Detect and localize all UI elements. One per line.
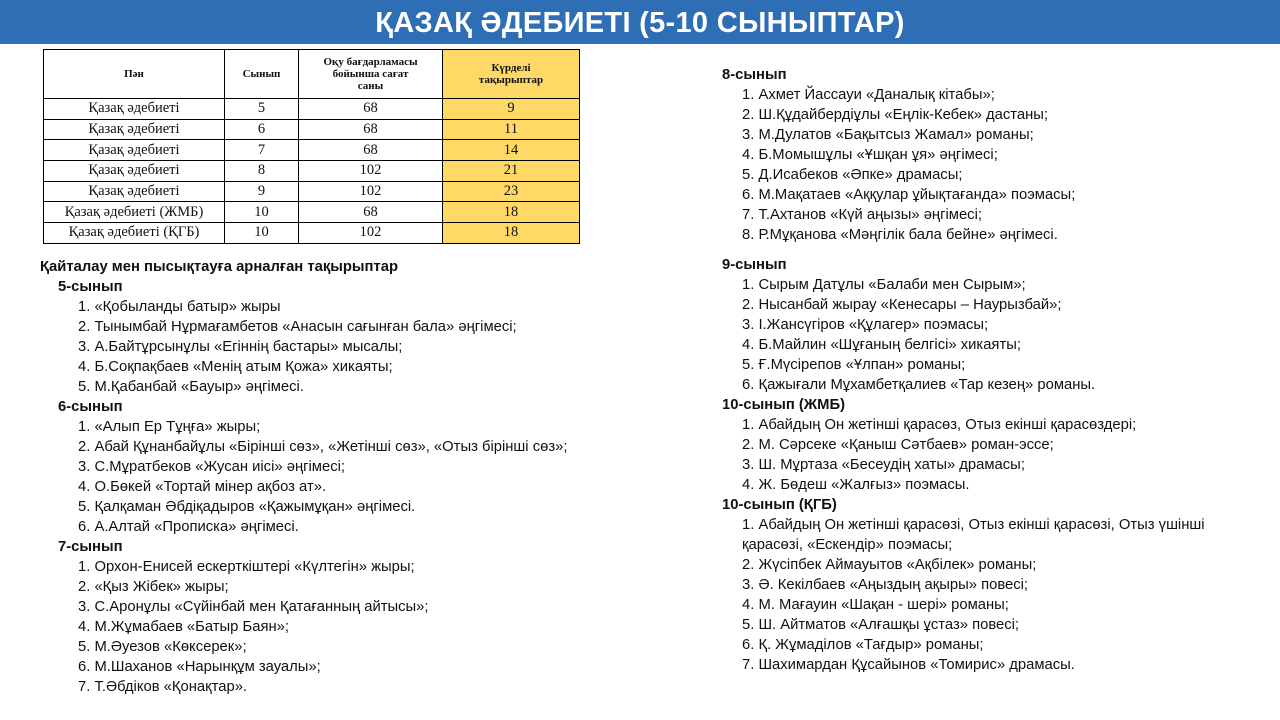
header-subject: Пән [44,50,225,99]
cell-subject: Қазақ әдебиеті [44,140,225,161]
grade-title: 10-сынып (ҚГБ) [722,497,837,513]
cell-grade: 10 [225,223,299,244]
header-complex-text: Күрделі тақырыптар [478,62,544,86]
cell-complex-topics: 21 [443,161,580,182]
cell-hours: 68 [299,119,443,140]
cell-subject: Қазақ әдебиеті (ҚГБ) [44,223,225,244]
cell-subject: Қазақ әдебиеті [44,161,225,182]
list-item: 1. Абайдың Он жетінші қарасөзі, Отыз екінші қарасөзі, Отыз үшінші қарасөзі, «Ескендір» поэмасы; [742,517,1205,553]
list-item: 7. Т.Әбдіков «Қонақтар». [78,679,248,695]
list-item: 8. Р.Мұқанова «Мәңгілік бала бейне» әңгімесі. [742,227,1058,243]
list-item: 2. М. Сәрсеке «Қаныш Сәтбаев» роман-эссе; [742,437,1054,453]
list-item: 4. Б.Майлин «Шұғаның белгісі» хикаяты; [742,337,1021,353]
topic-list [40,297,600,397]
review-section-right [722,65,1242,675]
list-item: 5. М.Қабанбай «Бауыр» әңгімесі. [78,379,304,395]
grade-title: 10-сынып (ЖМБ) [722,397,846,413]
list-item: 4. М.Жұмабаев «Батыр Баян»; [78,619,289,635]
table-row [44,119,580,140]
list-item: 4. Б.Соқпақбаев «Менің атым Қожа» хикаяты; [78,359,393,375]
cell-subject: Қазақ әдебиеті (ЖМБ) [44,202,225,223]
cell-grade: 5 [225,99,299,120]
grade-title: 9-сынып [722,257,787,273]
topic-list [722,415,1242,495]
cell-grade: 10 [225,202,299,223]
table-row [44,202,580,223]
list-item: 3. І.Жансүгіров «Құлагер» поэмасы; [742,317,989,333]
list-item: 1. «Қобыланды батыр» жыры [78,299,281,315]
list-item: 6. Қажығали Мұхамбетқалиев «Тар кезең» романы. [742,377,1096,393]
cell-hours: 102 [299,223,443,244]
table-row [44,223,580,244]
cell-hours: 102 [299,181,443,202]
topic-list [722,515,1242,675]
list-item: 3. Ш. Мұртаза «Бесеудің хаты» драмасы; [742,457,1025,473]
list-item: 2. Тынымбай Нұрмағамбетов «Анасын сағынған бала» әңгімесі; [78,319,517,335]
list-item: 7. Т.Ахтанов «Күй аңызы» әңгімесі; [742,207,982,223]
table-row [44,99,580,120]
list-item: 1. Абайдың Он жетінші қарасөз, Отыз екінші қарасөздері; [742,417,1137,433]
cell-complex-topics: 9 [443,99,580,120]
list-item: 2. «Қыз Жібек» жыры; [78,579,229,595]
cell-complex-topics: 11 [443,119,580,140]
grades-left [40,277,600,697]
list-item: 2. Ш.Құдайбердіұлы «Еңлік-Кебек» дастаны; [742,107,1049,123]
list-item: 3. Ә. Кекілбаев «Аңыздың ақыры» повесі; [742,577,1029,593]
cell-hours: 68 [299,202,443,223]
list-item: 3. А.Байтұрсынұлы «Егіннің бастары» мысалы; [78,339,403,355]
topic-list [40,557,600,697]
cell-subject: Қазақ әдебиеті [44,99,225,120]
cell-subject: Қазақ әдебиеті [44,119,225,140]
list-item: 5. Ш. Айтматов «Алғашқы ұстаз» повесі; [742,617,1020,633]
grade-title: 5-сынып [58,279,123,295]
hours-table [43,49,580,244]
cell-grade: 9 [225,181,299,202]
list-item: 1. Орхон-Енисей ескерткіштері «Күлтегін» жыры; [78,559,415,575]
list-item: 3. С.Мұратбеков «Жусан иісі» әңгімесі; [78,459,345,475]
cell-complex-topics: 23 [443,181,580,202]
review-title: Қайталау мен пысықтауға арналған тақырыптар [40,259,399,275]
cell-hours: 102 [299,161,443,182]
table-row [44,140,580,161]
list-item: 5. М.Әуезов «Көксерек»; [78,639,247,655]
cell-grade: 6 [225,119,299,140]
cell-hours: 68 [299,140,443,161]
table-body [44,99,580,244]
list-item: 4. М. Мағауин «Шақан - шері» романы; [742,597,1009,613]
list-item: 2. Нысанбай жырау «Кенесары – Наурызбай»; [742,297,1062,313]
list-item: 4. О.Бөкей «Тортай мінер ақбоз ат». [78,479,327,495]
cell-hours: 68 [299,99,443,120]
list-item: 1. Ахмет Йассауи «Даналық кітабы»; [742,87,995,103]
grades-right [722,65,1242,675]
list-item: 5. Д.Исабеков «Әпке» драмасы; [742,167,963,183]
table-row [44,161,580,182]
topic-list [40,417,600,537]
topic-list [722,85,1242,245]
grade-title: 6-сынып [58,399,123,415]
list-item: 6. М.Шаханов «Нарынқұм зауалы»; [78,659,321,675]
grade-title: 7-сынып [58,539,123,555]
grade-title: 8-сынып [722,67,787,83]
header-hours-text: Оқу бағдарламасы бойынша сағат саны [323,56,418,92]
page-title: ҚАЗАҚ ӘДЕБИЕТІ (5-10 СЫНЫПТАР) [0,0,1280,44]
list-item: 3. М.Дулатов «Бақытсыз Жамал» романы; [742,127,1034,143]
list-item: 4. Ж. Бөдеш «Жалғыз» поэмасы. [742,477,970,493]
topic-list [722,275,1242,395]
cell-complex-topics: 18 [443,223,580,244]
list-item: 5. Ғ.Мүсірепов «Ұлпан» романы; [742,357,966,373]
list-item: 1. «Алып Ер Тұңға» жыры; [78,419,261,435]
list-item: 1. Сырым Датұлы «Балаби мен Сырым»; [742,277,1026,293]
list-item: 2. Жүсіпбек Аймауытов «Ақбілек» романы; [742,557,1037,573]
list-item: 3. С.Аронұлы «Сүйінбай мен Қатағанның айтысы»; [78,599,429,615]
header-complex-topics [443,50,580,99]
header-hours [299,50,443,99]
list-item: 7. Шахимардан Құсайынов «Томирис» драмасы. [742,657,1075,673]
list-item: 6. Қ. Жұмаділов «Тағдыр» романы; [742,637,984,653]
cell-grade: 8 [225,161,299,182]
list-item: 2. Абай Құнанбайұлы «Бірінші сөз», «Жетінші сөз», «Отыз бірінші сөз»; [78,439,568,455]
list-item: 6. М.Мақатаев «Аққулар ұйықтағанда» поэмасы; [742,187,1076,203]
list-item: 4. Б.Момышұлы «Ұшқан ұя» әңгімесі; [742,147,998,163]
cell-grade: 7 [225,140,299,161]
cell-complex-topics: 14 [443,140,580,161]
cell-complex-topics: 18 [443,202,580,223]
header-grade: Сынып [225,50,299,99]
table-header-row [44,50,580,99]
list-item: 6. А.Алтай «Прописка» әңгімесі. [78,519,299,535]
table-row [44,181,580,202]
list-item: 5. Қалқаман Әбдіқадыров «Қажымұқан» әңгімесі. [78,499,416,515]
review-section-left [40,257,600,697]
cell-subject: Қазақ әдебиеті [44,181,225,202]
